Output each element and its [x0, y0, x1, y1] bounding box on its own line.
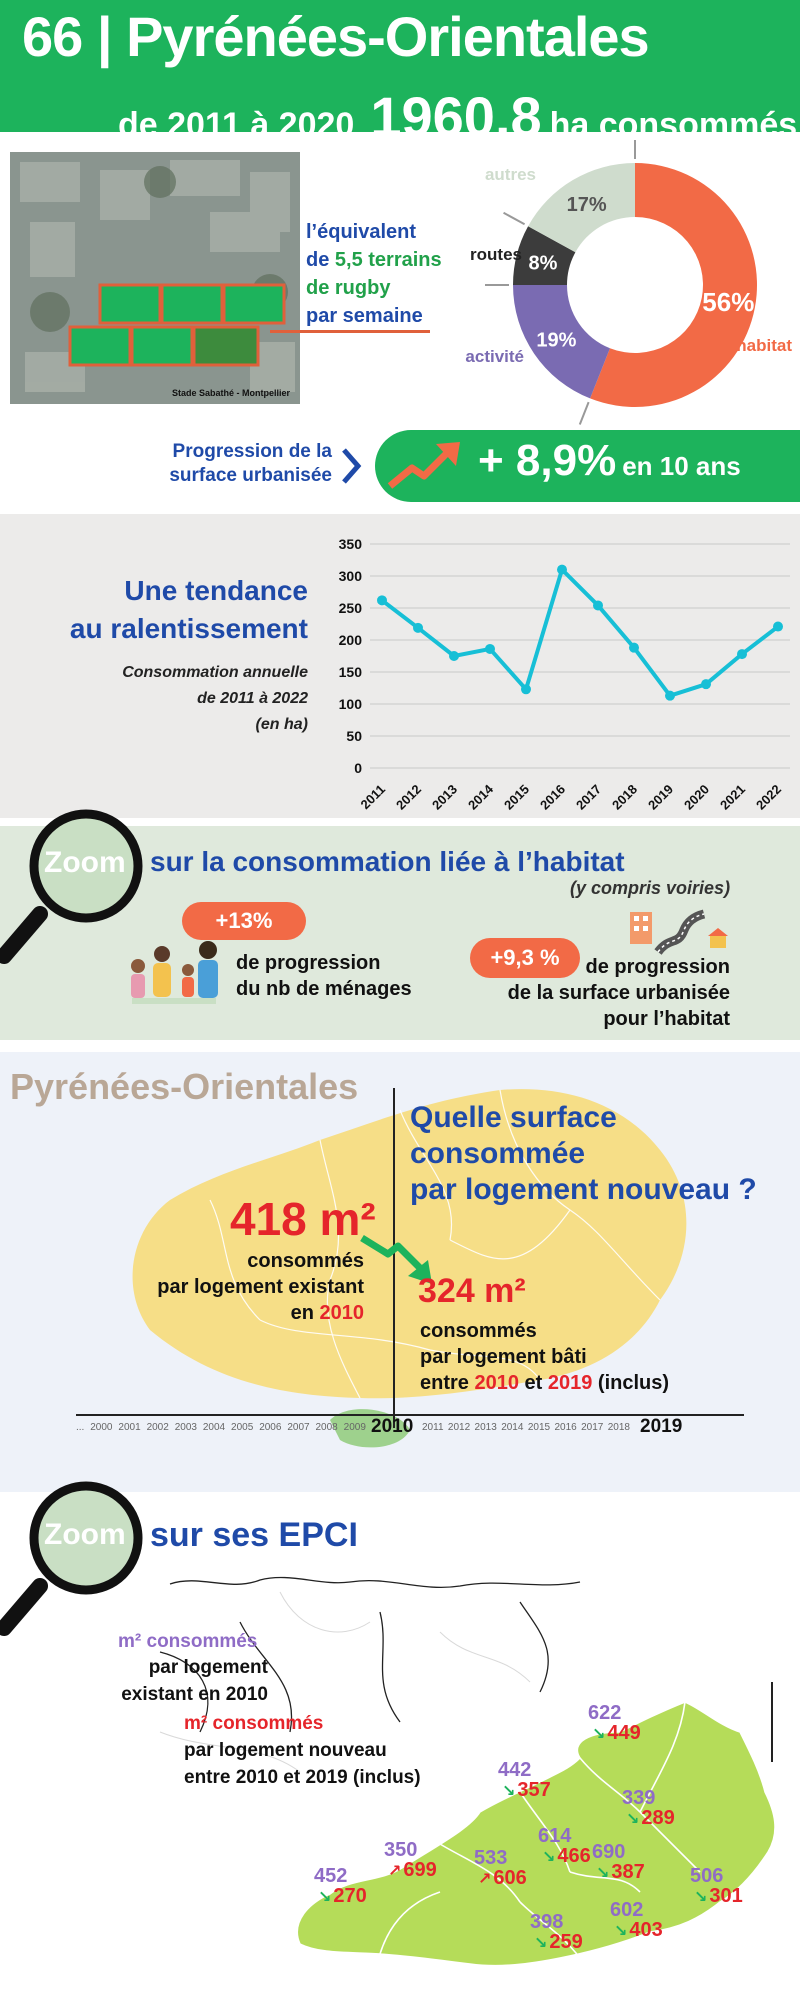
epci-existing-value: 506 [690, 1865, 724, 1887]
equivalent-line1: l’équivalent [306, 221, 417, 243]
x-tick-label: 2013 [429, 781, 461, 813]
y-tick-label: 0 [354, 760, 362, 776]
surface-question [410, 1100, 800, 1208]
households-line1: de progression [236, 952, 381, 974]
donut-percent-routes: 8% [528, 252, 558, 275]
timeline-year: 2000 [90, 1422, 113, 1433]
epci-new-value: 466 [557, 1845, 591, 1867]
epci-new-value: 403 [629, 1919, 663, 1941]
epci-new-value: 449 [607, 1722, 641, 1744]
housing-road-icon [624, 906, 734, 958]
donut-label-routes: routes [470, 245, 522, 264]
data-point [665, 691, 675, 701]
timeline-year: 2002 [146, 1422, 169, 1433]
progression-label [150, 440, 332, 488]
zoom-habitat-note: (y compris voiries) [570, 878, 731, 898]
zoom-badge-2: Zoom [44, 1518, 126, 1551]
timeline-year: 2001 [118, 1422, 141, 1433]
trend-down-arrow-icon: ↘ [534, 1935, 548, 1952]
trend-down-arrow-icon: ↘ [592, 1726, 606, 1743]
x-tick-label: 2019 [645, 781, 677, 813]
timeline-year: 2009 [343, 1422, 366, 1433]
epci-existing-value: 350 [384, 1839, 418, 1861]
trend-down-arrow-icon: ↘ [694, 1889, 708, 1906]
existing-line1: consommés [247, 1250, 364, 1272]
trend-sub-line1: Consommation annuelle [122, 664, 308, 681]
timeline-year: 2008 [315, 1422, 338, 1433]
data-point [773, 622, 783, 632]
trend-up-arrow-icon: ↗ [388, 1863, 402, 1880]
epci-existing-value: 452 [314, 1865, 348, 1887]
trend-subtitle [60, 660, 308, 738]
epci-new-value: 301 [709, 1885, 743, 1907]
surface-line3: pour l’habitat [603, 1008, 730, 1030]
zoom-badge: Zoom [44, 846, 126, 879]
progression-value-line [478, 436, 741, 486]
data-point [593, 600, 603, 610]
epci-new-value: 606 [493, 1867, 527, 1889]
x-tick-label: 2021 [717, 781, 749, 813]
epci-pair [314, 1866, 367, 1908]
x-tick-label: 2016 [537, 781, 569, 813]
epci-existing-value: 690 [592, 1841, 626, 1863]
epci-pair [530, 1912, 583, 1954]
trend-down-arrow-icon: ↘ [596, 1865, 610, 1882]
new-year1: 2010 [474, 1372, 519, 1394]
photo-caption: Stade Sabathé - Montpellier [172, 388, 291, 398]
epci-existing-value: 614 [538, 1825, 572, 1847]
timeline-year: 2014 [501, 1422, 524, 1433]
equivalent-underline [270, 330, 430, 333]
y-tick-label: 50 [346, 728, 362, 744]
timeline-year: 2007 [287, 1422, 310, 1433]
x-tick-label: 2018 [609, 781, 641, 813]
equivalent-line4: par semaine [306, 305, 423, 327]
trend-down-arrow-icon: ↘ [318, 1889, 332, 1906]
donut-label-activit: activité [465, 347, 524, 366]
surface-habitat-text [480, 954, 730, 1032]
epci-existing-value: 339 [622, 1787, 656, 1809]
trend-down-arrow-icon: ↘ [626, 1811, 640, 1828]
zoom-epci-title: sur ses EPCI [150, 1516, 358, 1554]
timeline-year: 2016 [554, 1422, 577, 1433]
stadium-aerial-photo [10, 152, 300, 404]
equivalent-line2-prefix: de [306, 249, 335, 271]
y-tick-label: 200 [338, 632, 362, 648]
trend-sub-line2: de 2011 à 2022 [197, 690, 308, 707]
chevron-right-icon [338, 446, 364, 486]
x-tick-label: 2011 [357, 781, 389, 813]
existing-line3-prefix: en [290, 1302, 320, 1324]
new-line3-prefix: entre [420, 1372, 475, 1394]
epci-new-value: 289 [641, 1807, 675, 1829]
epci-new-value: 270 [333, 1885, 367, 1907]
new-line3-suffix: (inclus) [592, 1372, 670, 1394]
data-point [701, 679, 711, 689]
legend-existing-line1: m² consommés [118, 1631, 258, 1652]
data-point [629, 643, 639, 653]
x-tick-label: 2014 [465, 781, 497, 813]
trend-title-line2: au ralentissement [69, 613, 308, 644]
timeline-year: 2017 [581, 1422, 604, 1433]
trend-down-arrow-icon: ↘ [542, 1849, 556, 1866]
epci-existing-value: 533 [474, 1847, 508, 1869]
header-unit: ha consommés [549, 106, 798, 144]
epci-pair [474, 1848, 527, 1890]
equivalent-fields-count: 5,5 terrains [334, 249, 442, 271]
households-badge: +13% [182, 902, 306, 940]
progression-value: + 8,9% [478, 436, 617, 485]
surface-question-line2: par logement nouveau ? [410, 1173, 757, 1206]
existing-year: 2010 [319, 1302, 364, 1324]
epci-existing-value: 622 [588, 1702, 622, 1724]
trend-sub-line3: (en ha) [255, 716, 308, 733]
epci-pair [384, 1840, 437, 1882]
progression-suffix: en 10 ans [622, 451, 741, 481]
epci-new-value: 387 [611, 1861, 645, 1883]
y-tick-label: 100 [338, 696, 362, 712]
existing-line2: par logement existant [157, 1276, 364, 1298]
progression-label-line2: surface urbanisée [169, 465, 332, 486]
y-tick-label: 150 [338, 664, 362, 680]
households-text [236, 950, 412, 1002]
magnifier-icon-2 [0, 1478, 150, 1648]
legend-new-line1: m² consommés [184, 1713, 324, 1734]
timeline-year: 2006 [259, 1422, 282, 1433]
donut-separator [504, 213, 525, 225]
equivalent-line3: de rugby [306, 277, 391, 299]
trend-up-arrow-icon [386, 438, 466, 494]
epci-legend-existing-rest [108, 1654, 268, 1708]
data-point [521, 684, 531, 694]
surface-question-line1: Quelle surface consommée [410, 1101, 617, 1170]
annual-consumption-chart [330, 530, 800, 815]
donut-separator [580, 402, 589, 424]
header-period: de 2011 à 2020 [118, 106, 355, 144]
timeline-year: 2013 [474, 1422, 497, 1433]
legend-new-line3: entre 2010 et 2019 (inclus) [184, 1767, 421, 1788]
epci-legend-existing [118, 1628, 257, 1655]
data-point [413, 623, 423, 633]
data-point [737, 649, 747, 659]
epci-existing-value: 602 [610, 1899, 644, 1921]
epci-pair [592, 1842, 645, 1884]
surface-line1: de progression [585, 956, 730, 978]
x-tick-label: 2012 [393, 781, 425, 813]
new-line2: par logement bâti [420, 1346, 587, 1368]
progression-label-line1: Progression de la [172, 441, 332, 462]
trend-title-line1: Une tendance [124, 575, 308, 606]
timeline-year: 2005 [231, 1422, 254, 1433]
data-point [377, 595, 387, 605]
x-tick-label: 2017 [573, 781, 605, 813]
surface-badge: +9,3 % [470, 938, 580, 978]
donut-percent-habitat: 56% [702, 286, 755, 317]
timeline-2010: 2010 [371, 1416, 414, 1437]
timeline-year: 2015 [527, 1422, 551, 1433]
page-title: 66 | Pyrénées-Orientales [22, 5, 649, 68]
timeline-year: 2004 [202, 1422, 226, 1433]
y-tick-label: 250 [338, 600, 362, 616]
legend-existing-line2: par logement [148, 1657, 268, 1678]
existing-value: 418 m² [230, 1193, 376, 1245]
epci-pair [690, 1866, 743, 1908]
family-icon [118, 940, 228, 1020]
epci-existing-value: 442 [498, 1759, 532, 1781]
new-text [420, 1318, 669, 1396]
epci-new-value: 357 [517, 1779, 551, 1801]
x-tick-label: 2022 [753, 781, 785, 813]
header-value: 1960,8 [370, 85, 542, 148]
data-point [557, 565, 567, 575]
new-value: 324 m² [418, 1272, 526, 1310]
equivalent-text [306, 218, 456, 330]
legend-existing-line3: existant en 2010 [121, 1684, 268, 1705]
timeline-year: ... [76, 1422, 85, 1433]
epci-pair [610, 1900, 663, 1942]
surface-line2: de la surface urbanisée [507, 982, 730, 1004]
y-tick-label: 350 [338, 536, 362, 552]
epci-new-value: 259 [549, 1931, 583, 1953]
timeline-year: 2011 [422, 1422, 444, 1433]
trend-up-arrow-icon: ↗ [478, 1871, 492, 1888]
new-line3-mid: et [518, 1372, 548, 1394]
trend-title [40, 572, 308, 648]
timeline-year: 2012 [447, 1422, 471, 1433]
households-line2: du nb de ménages [236, 978, 412, 1000]
donut-chart [440, 140, 800, 430]
x-tick-label: 2020 [681, 781, 713, 813]
y-tick-label: 300 [338, 568, 362, 584]
epci-pair [588, 1703, 641, 1745]
existing-text [110, 1248, 364, 1326]
data-point [449, 651, 459, 661]
donut-percent-autres: 17% [566, 194, 607, 217]
x-tick-label: 2015 [501, 781, 533, 813]
donut-percent-activit: 19% [536, 329, 577, 352]
epci-pair [498, 1760, 551, 1802]
trend-down-arrow-icon: ↘ [502, 1783, 516, 1800]
epci-pair [538, 1826, 591, 1868]
donut-label-habitat: habitat [736, 336, 792, 355]
series-line [382, 570, 778, 696]
timeline-left [76, 1422, 366, 1433]
timeline-year: 2003 [174, 1422, 197, 1433]
new-year2: 2019 [547, 1372, 593, 1394]
department-name: Pyrénées-Orientales [10, 1066, 359, 1107]
timeline-2019: 2019 [640, 1416, 683, 1437]
epci-existing-value: 398 [530, 1911, 564, 1933]
epci-new-value: 699 [403, 1859, 437, 1881]
epci-pair [622, 1788, 675, 1830]
trend-down-arrow-icon: ↘ [614, 1923, 628, 1940]
timeline-right [422, 1422, 630, 1433]
new-line1: consommés [420, 1320, 537, 1342]
donut-label-autres: autres [484, 165, 536, 184]
aerial-photo-illustration [10, 152, 300, 404]
data-point [485, 644, 495, 654]
epci-legend-new [184, 1710, 421, 1791]
zoom-habitat-title: sur la consommation liée à l’habitat [150, 846, 625, 877]
timeline-year: 2018 [607, 1422, 630, 1433]
legend-new-line2: par logement nouveau [184, 1740, 387, 1761]
